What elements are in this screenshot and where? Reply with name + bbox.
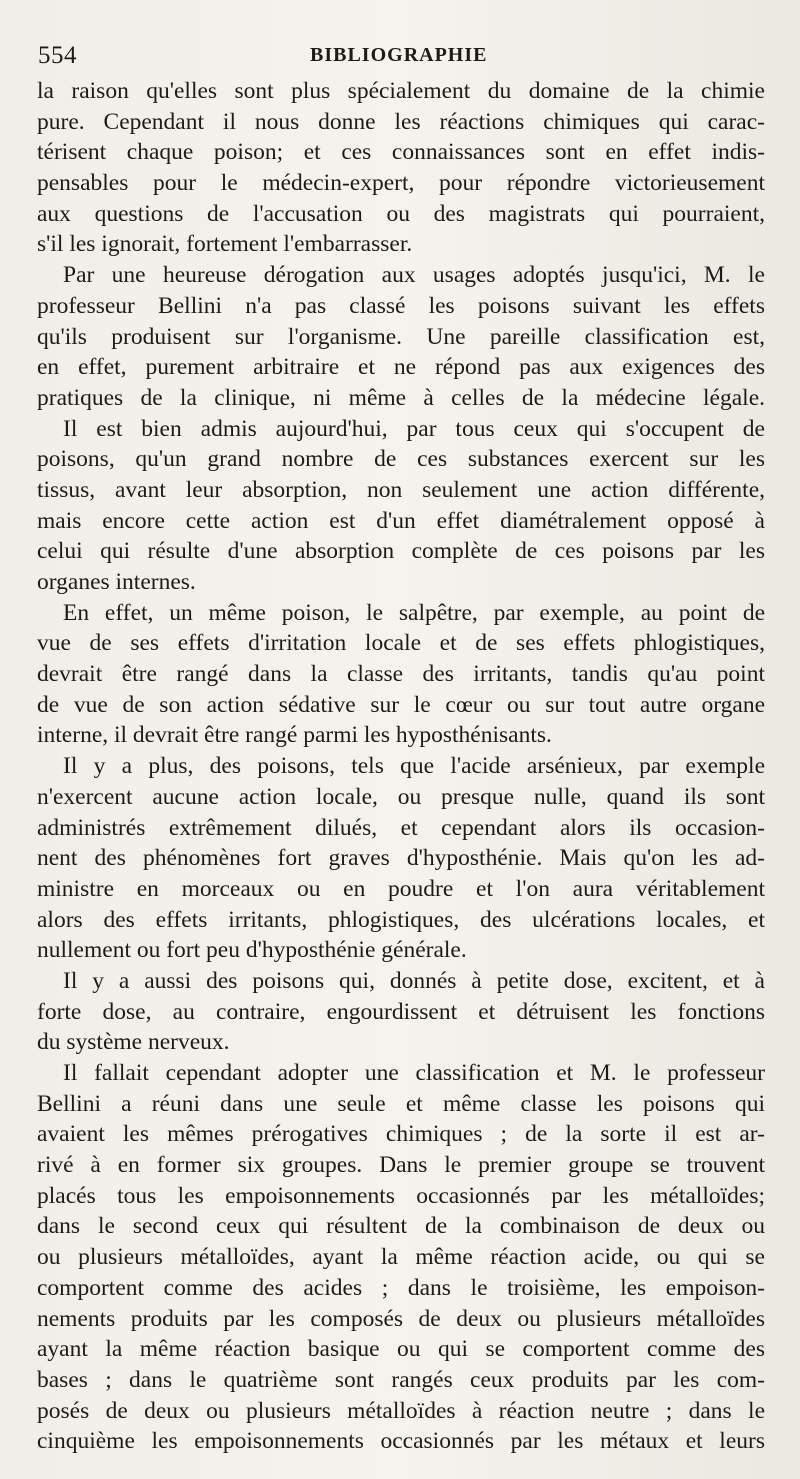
text-line: qu'ils produisent sur l'organisme. Une pareille classification est, (37, 323, 765, 350)
text-line: posés de deux ou plusieurs métalloïdes à réaction neutre ; dans le (37, 1397, 765, 1424)
text-line: Il fallait cependant adopter une classification et M. le professeur (63, 1060, 765, 1086)
text-line: comportent comme des acides ; dans le troisième, les empoison- (37, 1274, 765, 1301)
text-line: placés tous les empoisonnements occasionnés par les métalloïdes; (37, 1182, 765, 1209)
text-line: nullement ou fort peu d'hyposthénie générale. (37, 937, 467, 964)
text-line: avaient les mêmes prérogatives chimiques ; de la sorte il est ar- (37, 1121, 765, 1148)
running-head (38, 42, 758, 72)
text-line: nent des phénomènes fort graves d'hyposthénie. Mais qu'on les ad- (37, 845, 765, 872)
text-line: s'il les ignorait, fortement l'embarrasser. (37, 231, 413, 258)
text-line: Il y a aussi des poisons qui, donnés à petite dose, excitent, et à (63, 967, 765, 994)
running-title: BIBLIOGRAPHIE (310, 44, 488, 66)
text-line: de vue de son action sédative sur le cœur ou sur tout autre organe (37, 691, 765, 718)
text-line: pure. Cependant il nous donne les réactions chimiques qui carac- (37, 108, 765, 135)
text-line: tissus, avant leur absorption, non seulement une action différente, (37, 476, 765, 503)
text-line: interne, il devrait être rangé parmi les hyposthénisants. (37, 722, 552, 749)
text-line: Bellini a réuni dans une seule et même classe les poisons qui (37, 1090, 765, 1117)
text-line: cinquième les empoisonnements occasionnés par les métaux et leurs (37, 1428, 765, 1455)
text-line: Il est bien admis aujourd'hui, par tous ceux qui s'occupent de (63, 415, 765, 442)
text-line: rivé à en former six groupes. Dans le premier groupe se trouvent (37, 1152, 765, 1179)
text-line: administrés extrêmement dilués, et cependant alors ils occasion- (37, 814, 765, 841)
text-line: ministre en morceaux ou en poudre et l'on aura véritablement (37, 875, 765, 902)
text-line: alors des effets irritants, phlogistiques, des ulcérations locales, et (37, 906, 765, 933)
page-number: 554 (38, 42, 77, 69)
text-line: pratiques de la clinique, ni même à celles de la médecine légale. (37, 384, 765, 411)
text-line: vue de ses effets d'irritation locale et de ses effets phlogistiques, (37, 630, 765, 657)
text-line: térisent chaque poison; et ces connaissances sont en effet indis- (37, 139, 765, 166)
text-line: bases ; dans le quatrième sont rangés ceux produits par les com- (37, 1366, 765, 1393)
text-line: devrait être rangé dans la classe des irritants, tandis qu'au point (37, 661, 765, 688)
text-line: En effet, un même poison, le salpêtre, par exemple, au point de (63, 599, 765, 626)
text-line: poisons, qu'un grand nombre de ces substances exercent sur les (37, 446, 765, 473)
text-line: n'exercent aucune action locale, ou presque nulle, quand ils sont (37, 783, 765, 810)
text-line: aux questions de l'accusation ou des magistrats qui pourraient, (37, 200, 765, 227)
text-line: forte dose, au contraire, engourdissent et détruisent les fonctions (37, 998, 765, 1025)
body-text (37, 76, 765, 1457)
text-line: organes internes. (37, 569, 196, 595)
text-line: professeur Bellini n'a pas classé les poisons suivant les effets (37, 292, 765, 319)
text-line: mais encore cette action est d'un effet diamétralement opposé à (37, 507, 765, 534)
text-line: du système nerveux. (37, 1029, 230, 1056)
text-line: pensables pour le médecin-expert, pour répondre victorieusement (37, 170, 765, 197)
text-line: ayant la même réaction basique ou qui se comportent comme des (37, 1336, 765, 1363)
text-line: en effet, purement arbitraire et ne répond pas aux exigences des (37, 354, 765, 381)
text-line: Par une heureuse dérogation aux usages adoptés jusqu'ici, M. le (63, 262, 765, 289)
text-line: la raison qu'elles sont plus spécialement du domaine de la chimie (37, 78, 765, 104)
text-line: ou plusieurs métalloïdes, ayant la même réaction acide, ou qui se (37, 1244, 765, 1271)
text-line: dans le second ceux qui résultent de la combinaison de deux ou (37, 1213, 765, 1240)
text-line: celui qui résulte d'une absorption complète de ces poisons par les (37, 538, 765, 565)
text-line: nements produits par les composés de deux ou plusieurs métalloïdes (37, 1305, 765, 1332)
text-line: Il y a plus, des poisons, tels que l'acide arsénieux, par exemple (63, 753, 765, 780)
